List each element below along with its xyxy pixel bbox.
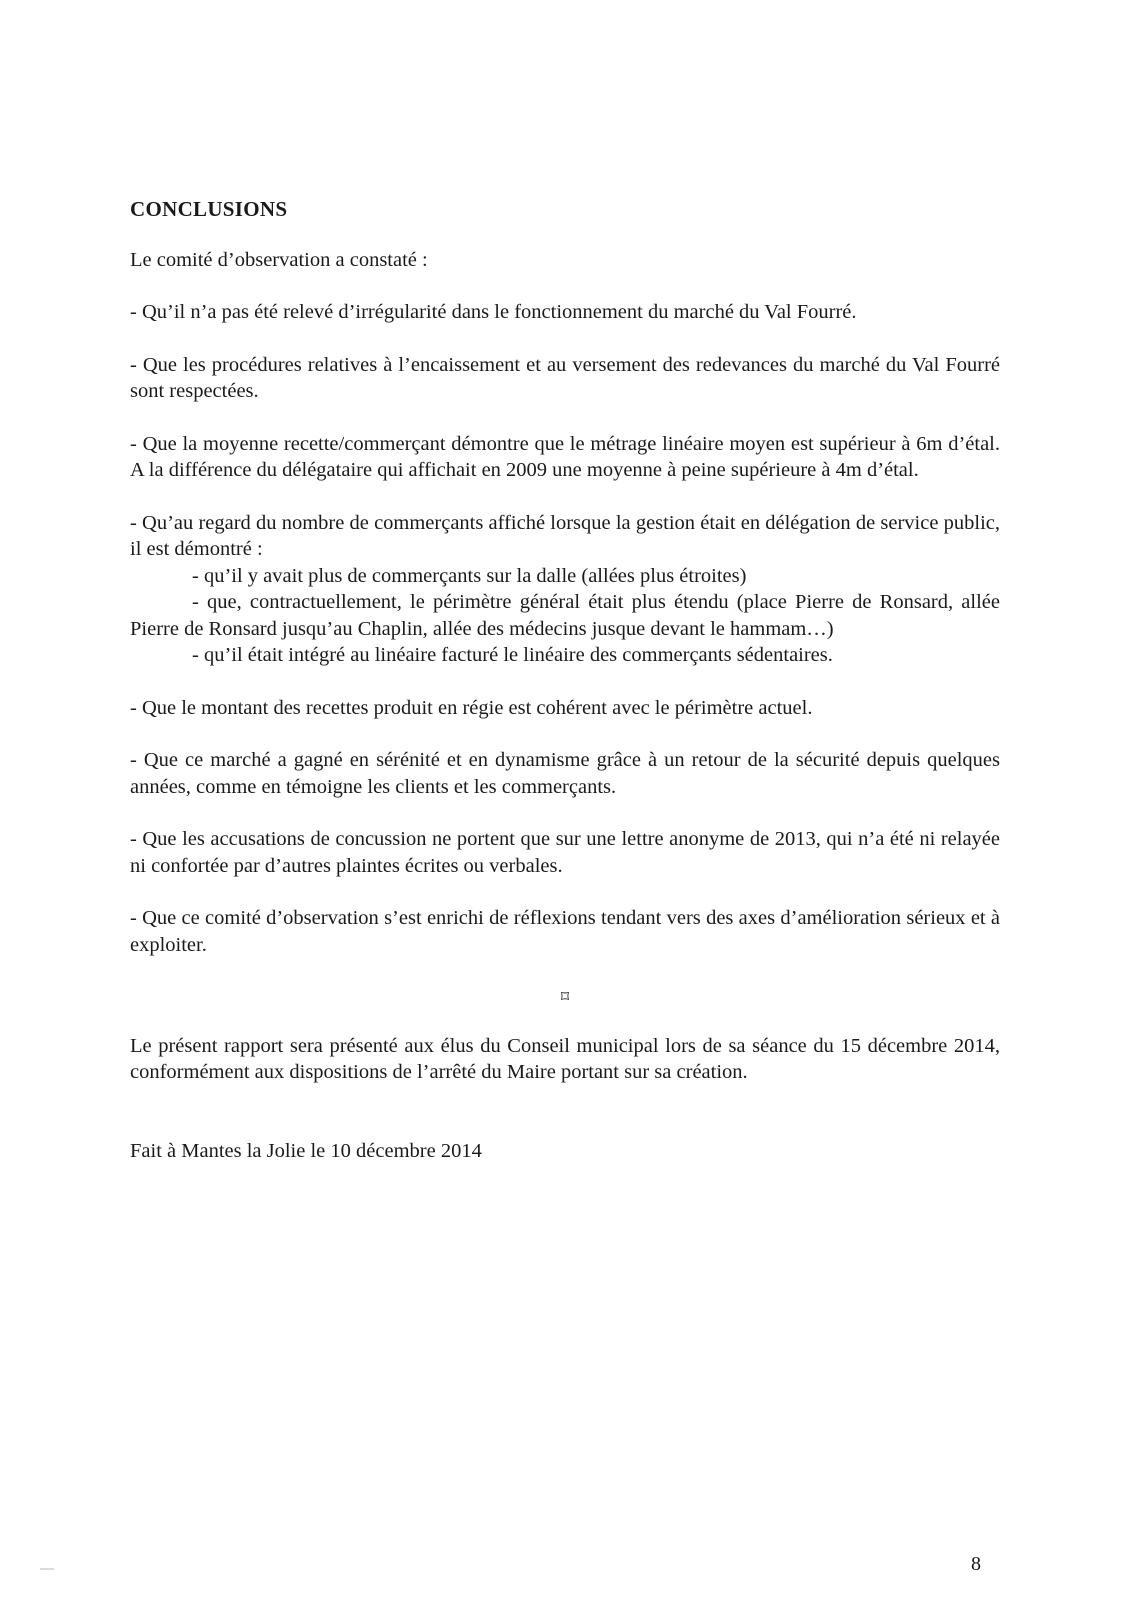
conclusion-point-4-sub-2-text: - que, contractuellement, le périmètre général était plus étendu (place Pierre de Ronsard, allée Pierre de Ronsard jusqu’au Chaplin, allée des médecins jusque devant le hammam…): [130, 591, 1000, 640]
conclusion-point-2: - Que les procédures relatives à l’encaissement et au versement des redevances du marché du Val Fourré sont respectées.: [130, 353, 1000, 402]
conclusion-point-4-sub-1: - qu’il y avait plus de commerçants sur la dalle (allées plus étroites): [192, 564, 747, 587]
place-and-date: Fait à Mantes la Jolie le 10 décembre 2014: [130, 1139, 482, 1162]
scan-artifact: [40, 1568, 54, 1570]
separator-symbol-icon: ⌑: [560, 987, 570, 1006]
section-heading: CONCLUSIONS: [130, 197, 288, 221]
conclusion-point-6: - Que ce marché a gagné en sérénité et en dynamisme grâce à un retour de la sécurité depuis quelques années, comme en témoigne les clients et les commerçants.: [130, 749, 1000, 798]
intro-text: Le comité d’observation a constaté :: [130, 248, 428, 271]
conclusion-point-7: - Que les accusations de concussion ne portent que sur une lettre anonyme de 2013, qui n’a été ni relayée ni confortée par d’autres plaintes écrites ou verbales.: [130, 828, 1000, 877]
conclusion-point-4-sub-2: [130, 589, 1000, 642]
conclusion-point-8: - Que ce comité d’observation s’est enrichi de réflexions tendant vers des axes d’amélioration sérieux et à exploiter.: [130, 907, 1000, 956]
conclusion-point-3: - Que la moyenne recette/commerçant démontre que le métrage linéaire moyen est supérieur à 6m d’étal. A la différence du délégataire qui affichait en 2009 une moyenne à peine supérieure à 4m d’étal.: [130, 432, 1000, 481]
page-number: 8: [971, 1553, 981, 1575]
document-body: [130, 196, 1000, 1190]
closing-statement: Le présent rapport sera présenté aux élus du Conseil municipal lors de sa séance du 15 décembre 2014, conformément aux dispositions de l’arrêté du Maire portant sur sa création.: [130, 1034, 1000, 1083]
conclusion-point-4: [130, 510, 1000, 669]
conclusion-point-4-intro: - Qu’au regard du nombre de commerçants affiché lorsque la gestion était en délégation de service public, il est démontré :: [130, 511, 1000, 560]
conclusion-point-5: - Que le montant des recettes produit en régie est cohérent avec le périmètre actuel.: [130, 696, 813, 719]
conclusion-point-4-sub-3: - qu’il était intégré au linéaire facturé le linéaire des commerçants sédentaires.: [192, 644, 833, 666]
conclusion-point-1: - Qu’il n’a pas été relevé d’irrégularité dans le fonctionnement du marché du Val Fourré.: [130, 301, 857, 323]
